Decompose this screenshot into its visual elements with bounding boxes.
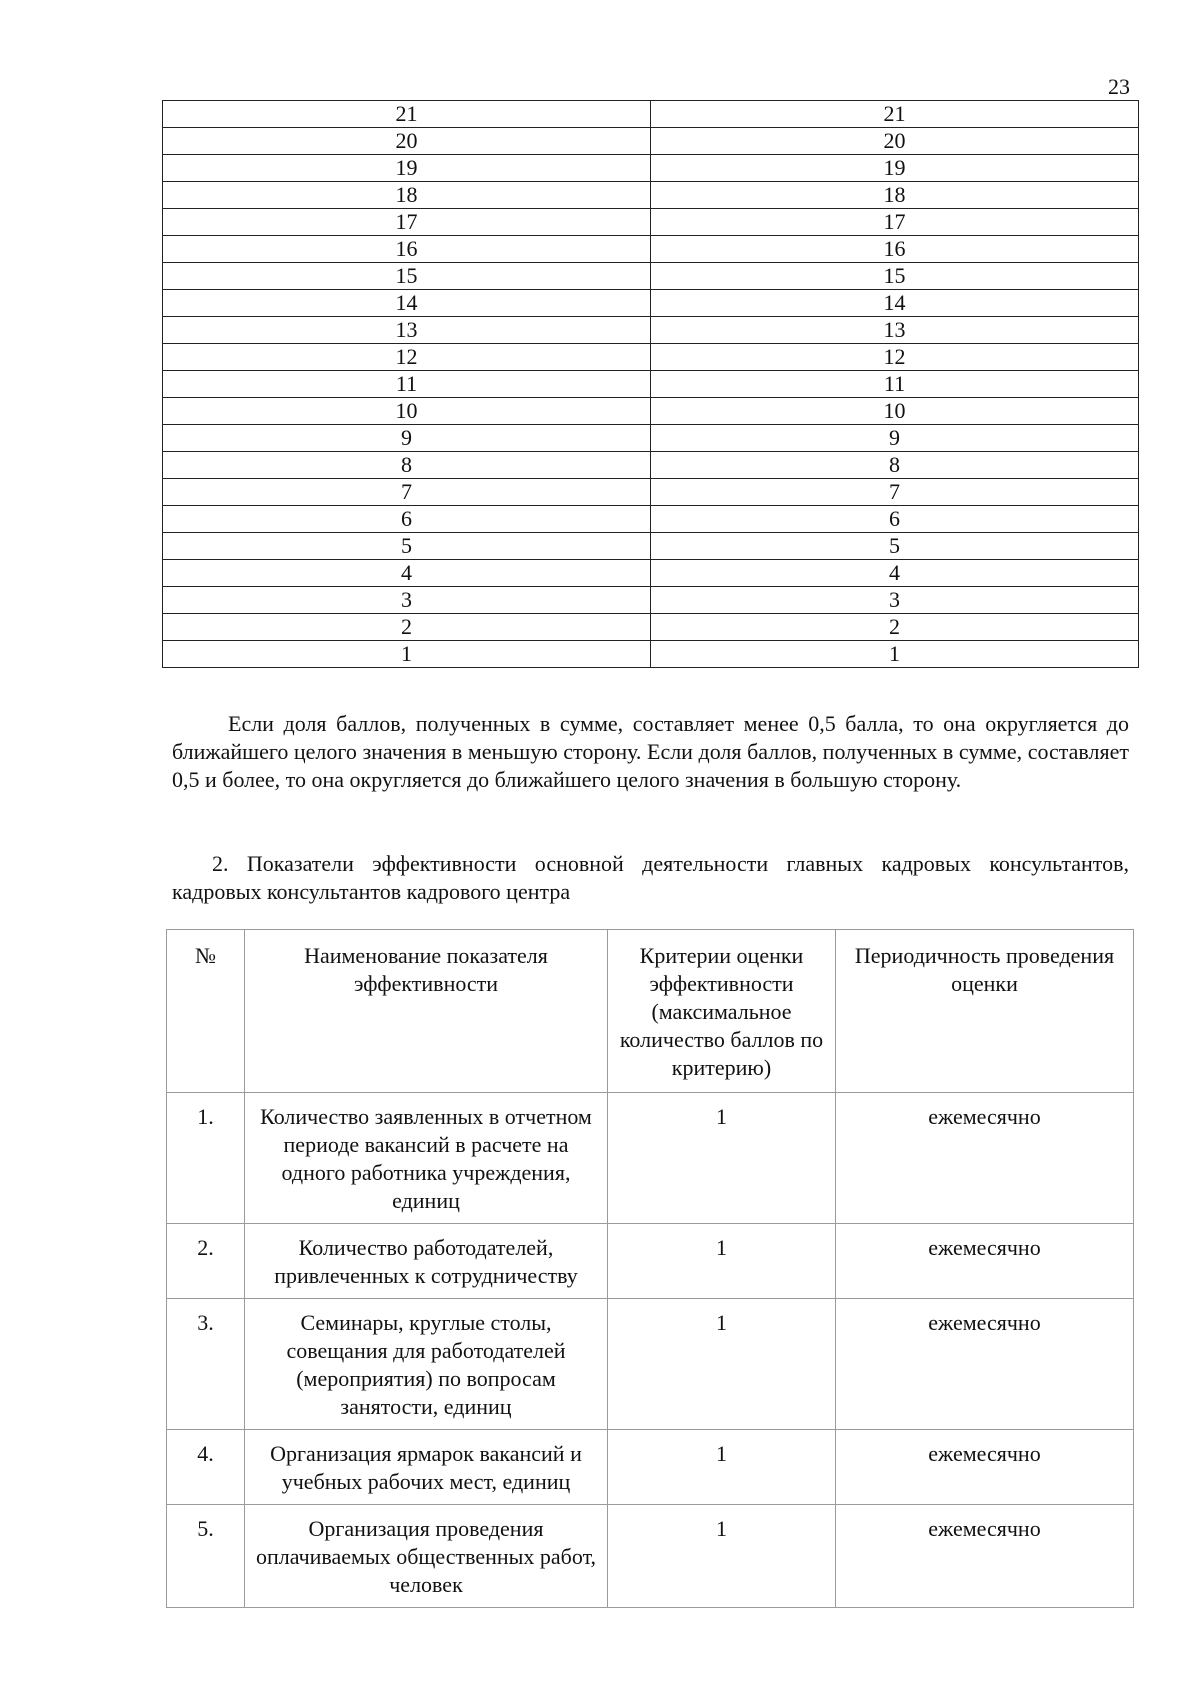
indicator-periodicity: ежемесячно [836,1093,1134,1224]
score-row [163,155,1139,182]
score-cell-right: 15 [651,263,1139,290]
indicator-criteria: 1 [608,1093,836,1224]
score-cell-left: 5 [163,533,651,560]
indicator-row [167,1299,1134,1430]
score-cell-left: 14 [163,290,651,317]
score-cell-left: 7 [163,479,651,506]
indicators-header-row [167,930,1134,1093]
score-cell-left: 17 [163,209,651,236]
score-cell-left: 10 [163,398,651,425]
score-cell-right: 7 [651,479,1139,506]
indicator-criteria: 1 [608,1430,836,1505]
score-cell-right: 10 [651,398,1139,425]
rounding-rule-paragraph: Если доля баллов, полученных в сумме, составляет менее 0,5 балла, то она округляется до ближайшего целого значения в меньшую сторону. Если доля баллов, полученных в сумме, составляет 0,5 и более, то она округляется до ближайшего целого значения в большую сторону. [172,711,1129,792]
score-row [163,614,1139,641]
indicator-periodicity: ежемесячно [836,1299,1134,1430]
indicator-criteria: 1 [608,1224,836,1299]
score-cell-left: 6 [163,506,651,533]
score-row [163,533,1139,560]
score-row [163,398,1139,425]
score-row [163,479,1139,506]
score-cell-left: 11 [163,371,651,398]
score-row [163,344,1139,371]
indicator-periodicity: ежемесячно [836,1505,1134,1608]
score-row [163,128,1139,155]
score-cell-right: 5 [651,533,1139,560]
indicator-criteria: 1 [608,1299,836,1430]
score-cell-right: 18 [651,182,1139,209]
score-row [163,587,1139,614]
score-cell-right: 11 [651,371,1139,398]
score-cell-right: 21 [651,101,1139,128]
indicator-name: Количество работодателей, привлеченных к сотрудничеству [245,1224,608,1299]
score-cell-right: 1 [651,641,1139,668]
score-cell-left: 19 [163,155,651,182]
score-cell-right: 4 [651,560,1139,587]
score-cell-left: 16 [163,236,651,263]
header-indicator-name: Наименование показателя эффективности [245,930,608,1093]
score-cell-right: 6 [651,506,1139,533]
indicators-table-body [167,1093,1134,1608]
indicator-row [167,1430,1134,1505]
score-cell-right: 9 [651,425,1139,452]
score-row [163,425,1139,452]
score-cell-left: 18 [163,182,651,209]
score-cell-left: 1 [163,641,651,668]
score-cell-left: 20 [163,128,651,155]
score-cell-right: 16 [651,236,1139,263]
indicator-number: 3. [167,1299,245,1430]
score-row [163,182,1139,209]
score-cell-left: 8 [163,452,651,479]
indicator-criteria: 1 [608,1505,836,1608]
indicator-number: 5. [167,1505,245,1608]
score-cell-left: 3 [163,587,651,614]
indicator-number: 1. [167,1093,245,1224]
score-cell-right: 20 [651,128,1139,155]
score-cell-left: 21 [163,101,651,128]
score-row [163,290,1139,317]
score-cell-right: 3 [651,587,1139,614]
score-row [163,371,1139,398]
score-row [163,101,1139,128]
indicator-name: Организация проведения оплачиваемых общественных работ, человек [245,1505,608,1608]
indicator-name: Организация ярмарок вакансий и учебных рабочих мест, единиц [245,1430,608,1505]
indicators-table [166,929,1134,1608]
score-cell-left: 9 [163,425,651,452]
indicator-periodicity: ежемесячно [836,1430,1134,1505]
score-row [163,209,1139,236]
score-cell-right: 14 [651,290,1139,317]
score-cell-right: 2 [651,614,1139,641]
score-cell-left: 13 [163,317,651,344]
score-row [163,506,1139,533]
indicator-periodicity: ежемесячно [836,1224,1134,1299]
score-row [163,236,1139,263]
header-criteria: Критерии оценки эффективности (максимальное количество баллов по критерию) [608,930,836,1093]
score-row [163,452,1139,479]
score-cell-right: 19 [651,155,1139,182]
score-cell-right: 17 [651,209,1139,236]
score-cell-left: 12 [163,344,651,371]
score-row [163,317,1139,344]
score-cell-right: 13 [651,317,1139,344]
indicator-row [167,1093,1134,1224]
indicator-number: 4. [167,1430,245,1505]
indicator-row [167,1224,1134,1299]
score-table [162,100,1139,668]
indicator-name: Семинары, круглые столы, совещания для работодателей (мероприятия) по вопросам занятости, единиц [245,1299,608,1430]
indicator-number: 2. [167,1224,245,1299]
score-row [163,263,1139,290]
header-periodicity: Периодичность проведения оценки [836,930,1134,1093]
score-row [163,641,1139,668]
score-row [163,560,1139,587]
indicator-row [167,1505,1134,1608]
score-cell-left: 2 [163,614,651,641]
header-number: № [167,930,245,1093]
score-cell-right: 12 [651,344,1139,371]
page-number: 23 [1108,74,1130,99]
score-cell-left: 4 [163,560,651,587]
score-cell-left: 15 [163,263,651,290]
score-table-body [163,101,1139,668]
indicator-name: Количество заявленных в отчетном периоде вакансий в расчете на одного работника учреждения, единиц [245,1093,608,1224]
score-cell-right: 8 [651,452,1139,479]
section-heading: 2. Показатели эффективности основной деятельности главных кадровых консультантов, кадровых консультантов кадрового центра [172,851,1129,904]
